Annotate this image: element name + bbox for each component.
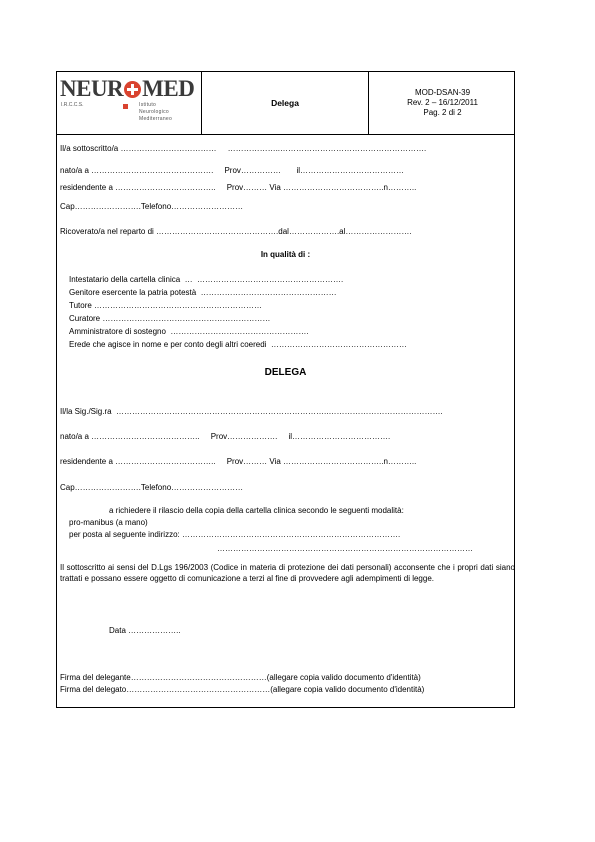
signature-delegante[interactable]: Firma del delegante……………………………………………(allegare copia valido documento d'identità): [60, 673, 421, 682]
logo-sub-line-1: Istituto: [139, 102, 157, 108]
delegante-birth-line[interactable]: nato/a a ………………………………………. Prov…………… il…………………………………: [60, 166, 405, 175]
request-line: a richiedere il rilascio della copia della cartella clinica secondo le seguenti modalità:: [109, 506, 404, 515]
delegante-contact-line[interactable]: Cap…………………….Telefono………………………: [60, 202, 244, 211]
qualita-heading: In qualità di :: [260, 250, 311, 259]
signature-delegato[interactable]: Firma del delegato………………………………………………(allegare copia valido documento d'identità): [60, 685, 425, 694]
ricovero-line[interactable]: Ricoverato/a nel reparto di ……………………………………….dal……………….al…………………….: [60, 227, 412, 236]
delegante-residence-line[interactable]: residendente a ……………………………….. Prov……… Via ………………………………..n………..: [60, 183, 417, 192]
ref-page: Pag. 2 di 2: [423, 108, 462, 117]
qualita-option-tutore[interactable]: Tutore ………………………………………………………: [69, 301, 263, 310]
neuromed-logo: [60, 76, 194, 102]
ref-revision: Rev. 2 – 16/12/2011: [407, 98, 478, 107]
privacy-consent-text: Il sottoscritto ai sensi del D.Lgs 196/2003 (Codice in materia di protezione dei dati personali) acconsente che i propri dati siano trattati e possano essere oggetto di comunicazione a terzi al fine di provvedere agli adempimenti di legge.: [60, 563, 515, 583]
logo-subtitle-irccs: I.R.C.C.S.: [61, 102, 84, 108]
qualita-option-intestatario[interactable]: Intestatario della cartella clinica … ……………………………………………….: [69, 275, 344, 284]
qualita-option-amministratore[interactable]: Amministratore di sostegno …………………………………………….: [69, 327, 309, 336]
delegante-name-line[interactable]: Il/a sottoscritto/a ……………………………… ………………..……………………………………………….: [60, 144, 427, 153]
logo-subtitle-istituto: [139, 102, 172, 123]
cross-icon: [124, 81, 141, 98]
logo-sub-line-3: Mediterraneo: [139, 116, 173, 122]
qualita-option-erede[interactable]: Erede che agisce in nome e per conto degli altri coeredi ……………………………………………: [69, 340, 407, 349]
logo-cell: [57, 72, 202, 134]
logo-text-right: MED: [142, 76, 195, 101]
logo-accent-icon: [123, 104, 128, 109]
delega-heading: DELEGA: [264, 367, 307, 378]
logo-text-left: NEUR: [60, 76, 124, 101]
qualita-option-curatore[interactable]: Curatore ………………………………………………………: [69, 314, 271, 323]
ref-code: MOD-DSAN-39: [414, 88, 471, 97]
form-frame: [56, 71, 515, 708]
delegato-contact-line[interactable]: Cap…………………….Telefono………………………: [60, 483, 244, 492]
document-title: Delega: [202, 72, 369, 134]
address-line[interactable]: ……………………………………………………………………………………: [217, 544, 473, 553]
document-reference: [369, 72, 516, 134]
option-per-posta[interactable]: per posta al seguente indirizzo: ……………………………………………………………………….: [69, 530, 401, 539]
date-line[interactable]: Data ………………..: [109, 626, 181, 635]
form-header: [57, 72, 514, 135]
delegato-residence-line[interactable]: residendente a ……………………………….. Prov……… Via ………………………………..n………..: [60, 457, 417, 466]
delegato-name-line[interactable]: Il/la Sig./Sig.ra ……………………………………………………………………..…………………………………….: [60, 407, 443, 416]
qualita-option-genitore[interactable]: Genitore esercente la patria potestà ……………………………………………: [69, 288, 337, 297]
option-pro-manibus[interactable]: pro-manibus (a mano): [69, 518, 148, 527]
delegato-birth-line[interactable]: nato/a a ………………………………….. Prov………………. il……………………………….: [60, 432, 391, 441]
logo-sub-line-2: Neurologico: [139, 109, 169, 115]
